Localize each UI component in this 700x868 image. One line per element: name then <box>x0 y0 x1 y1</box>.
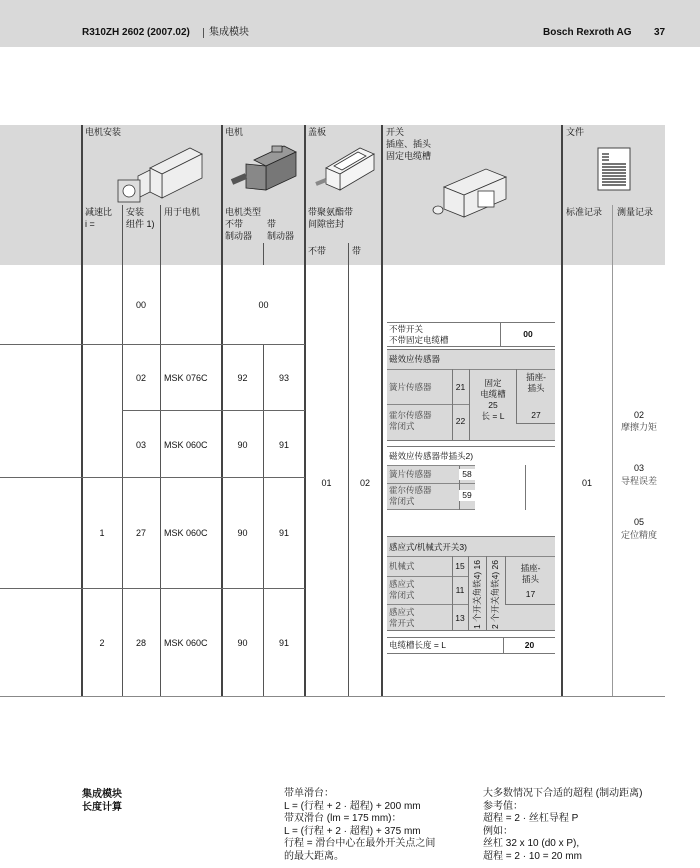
hall-sensor-label: 霍尔传感器 常闭式 <box>389 410 432 431</box>
cell-divider <box>387 369 555 370</box>
switch-title: 开关 插座、插头 固定电缆槽 <box>386 127 432 161</box>
docs-title: 文件 <box>566 127 585 137</box>
cover-with-label: 带 <box>352 246 362 256</box>
magnetic-sensor-group <box>387 349 555 441</box>
grid-line <box>122 205 123 697</box>
measured-label: 导程误差 <box>620 476 657 486</box>
motor-illustration-icon <box>228 140 300 200</box>
inductive-connector-code: 17 <box>525 589 536 599</box>
cell-divider <box>387 556 555 557</box>
plug-reed-code: 58 <box>459 469 475 480</box>
document-icon <box>597 147 633 193</box>
grid-line <box>0 344 305 345</box>
row-2-no-brake: 92 <box>237 373 248 383</box>
row-3-kit: 03 <box>135 440 146 450</box>
magnetic-sensor-plug-group <box>387 446 555 509</box>
motor-mount-illustration-icon <box>110 140 210 205</box>
inductive-title: 感应式/机械式开关3) <box>389 542 467 552</box>
cover-illustration-icon <box>312 140 380 195</box>
header-divider <box>203 28 204 38</box>
overrun-note: 大多数情况下合适的超程 (制动距离) 参考值： 超程 = 2 · 丝杠导程 P 例如： 丝杠 32 x 10 (d0 x P), 超程 = 2 · 10 = 20 mm <box>483 788 643 862</box>
measured-code: 03 <box>633 463 644 473</box>
grid-line <box>81 125 83 697</box>
grid-line <box>612 205 613 697</box>
cell-divider <box>486 556 487 631</box>
cell-divider <box>516 423 555 424</box>
doc-id: R310ZH 2602 (2007.02) <box>82 27 190 38</box>
row-3-brake: 91 <box>278 440 289 450</box>
reed-sensor-code: 21 <box>455 382 466 392</box>
row-2-brake: 93 <box>278 373 289 383</box>
seal-label: 带聚氨酯带 间隙密封 <box>308 207 354 229</box>
measured-record-label: 测量记录 <box>617 207 654 217</box>
cell-divider <box>452 369 453 440</box>
grid-line <box>0 696 665 697</box>
measured-code: 02 <box>633 410 644 420</box>
standard-record-label: 标准记录 <box>566 207 603 217</box>
plug-hall-label: 霍尔传感器 常闭式 <box>389 485 432 506</box>
duct-length-label: 电缆槽长度 = L <box>389 640 446 650</box>
page-header <box>0 0 700 47</box>
mechanical-code: 15 <box>455 561 465 571</box>
with-brake-label: 带 制动器 <box>267 219 295 241</box>
plug-rows <box>387 465 475 510</box>
inductive-no-code: 13 <box>455 613 465 623</box>
row-4-kit: 27 <box>135 528 146 538</box>
inductive-switch-group <box>387 536 555 631</box>
row-5-no-brake: 90 <box>237 638 248 648</box>
connector-label: 插座- 插头 <box>526 372 546 393</box>
grid-line <box>160 205 161 697</box>
inductive-no-label: 感应式 常开式 <box>389 607 415 628</box>
row-4-motor: MSK 060C <box>164 528 208 538</box>
page-number: 37 <box>654 27 666 38</box>
cover-with-code: 02 <box>359 478 370 488</box>
row-4-brake: 91 <box>278 528 289 538</box>
row-1-kit: 00 <box>135 300 146 310</box>
grid-line <box>561 125 563 697</box>
grid-line <box>221 125 223 697</box>
cover-without-code: 01 <box>321 478 332 488</box>
row-5-ratio: 2 <box>99 638 105 648</box>
measured-label: 摩擦力矩 <box>620 422 657 432</box>
motor-type-label: 电机类型 <box>225 207 262 217</box>
row-5-motor: MSK 060C <box>164 638 208 648</box>
no-switch-option <box>387 322 555 347</box>
grid-line <box>263 243 264 265</box>
cell-divider <box>387 483 475 484</box>
plug-reed-label: 簧片传感器 <box>389 469 432 479</box>
no-switch-code: 00 <box>523 329 533 339</box>
grid-line <box>0 588 305 589</box>
hall-sensor-code: 22 <box>455 416 466 426</box>
row-3-no-brake: 90 <box>237 440 248 450</box>
one-bracket-option: 1 个开关角铁4) 16 <box>472 560 482 629</box>
switch-illustration-icon <box>430 165 530 230</box>
row-3-motor: MSK 060C <box>164 440 208 450</box>
magnetic-plug-title: 磁效应传感器带插头2) <box>389 451 474 461</box>
row-1-motor-code: 00 <box>258 300 269 310</box>
grid-line <box>0 477 305 478</box>
length-formula: 带单滑台： L = (行程 + 2 · 超程) + 200 mm 带双滑台 (lm = 175 mm)： L = (行程 + 2 · 超程) + 375 mm 行程 = 滑台中心在最外开关点之间 的最大距离。 <box>284 788 436 862</box>
row-4-ratio: 1 <box>99 528 105 538</box>
cell-divider <box>387 576 468 577</box>
standard-record-code: 01 <box>581 478 592 488</box>
reed-sensor-label: 簧片传感器 <box>389 382 432 392</box>
connector-code: 27 <box>531 410 541 420</box>
inductive-nc-label: 感应式 常闭式 <box>389 579 415 600</box>
cell-divider <box>525 465 526 510</box>
cell-divider <box>387 404 469 405</box>
measured-code: 05 <box>633 517 644 527</box>
two-bracket-option: 2 个开关角铁4) 26 <box>490 560 500 629</box>
magnetic-title: 磁效应传感器 <box>389 354 441 364</box>
motor-title: 电机 <box>225 127 244 137</box>
row-2-motor: MSK 076C <box>164 373 208 383</box>
without-brake-label: 不带 制动器 <box>225 219 253 241</box>
ratio-label: 减速比 i = <box>85 207 113 229</box>
cell-divider <box>387 604 468 605</box>
grid-line <box>381 125 383 697</box>
grid-line <box>348 243 349 697</box>
footer-title: 集成模块 长度计算 <box>82 789 122 813</box>
kit-label: 安装 组件 1) <box>126 207 155 229</box>
grid-line <box>304 125 306 697</box>
row-5-brake: 91 <box>278 638 289 648</box>
no-switch-label: 不带开关 不带固定电缆槽 <box>389 324 449 345</box>
row-2-kit: 02 <box>135 373 146 383</box>
duct-length-option <box>387 637 555 654</box>
cover-title: 盖板 <box>308 127 327 137</box>
row-4-no-brake: 90 <box>237 528 248 538</box>
measured-label: 定位精度 <box>620 530 657 540</box>
inductive-connector-label: 插座- 插头 <box>520 563 541 584</box>
row-5-kit: 28 <box>135 638 146 648</box>
plug-hall-code: 59 <box>459 490 475 501</box>
company-name: Bosch Rexroth AG <box>543 27 632 38</box>
for-motor-label: 用于电机 <box>164 207 201 217</box>
cell-divider <box>505 604 555 605</box>
section-title: 集成模块 <box>209 27 249 38</box>
grid-line <box>122 410 305 411</box>
motor-mount-title: 电机安装 <box>85 127 122 137</box>
duct-length-code: 20 <box>524 640 535 650</box>
cover-without-label: 不带 <box>308 246 327 256</box>
mechanical-label: 机械式 <box>389 561 415 571</box>
cell-divider <box>468 556 469 631</box>
fixed-duct-option: 固定 电缆槽 25 长 = L <box>480 378 506 421</box>
inductive-nc-code: 11 <box>455 585 465 595</box>
